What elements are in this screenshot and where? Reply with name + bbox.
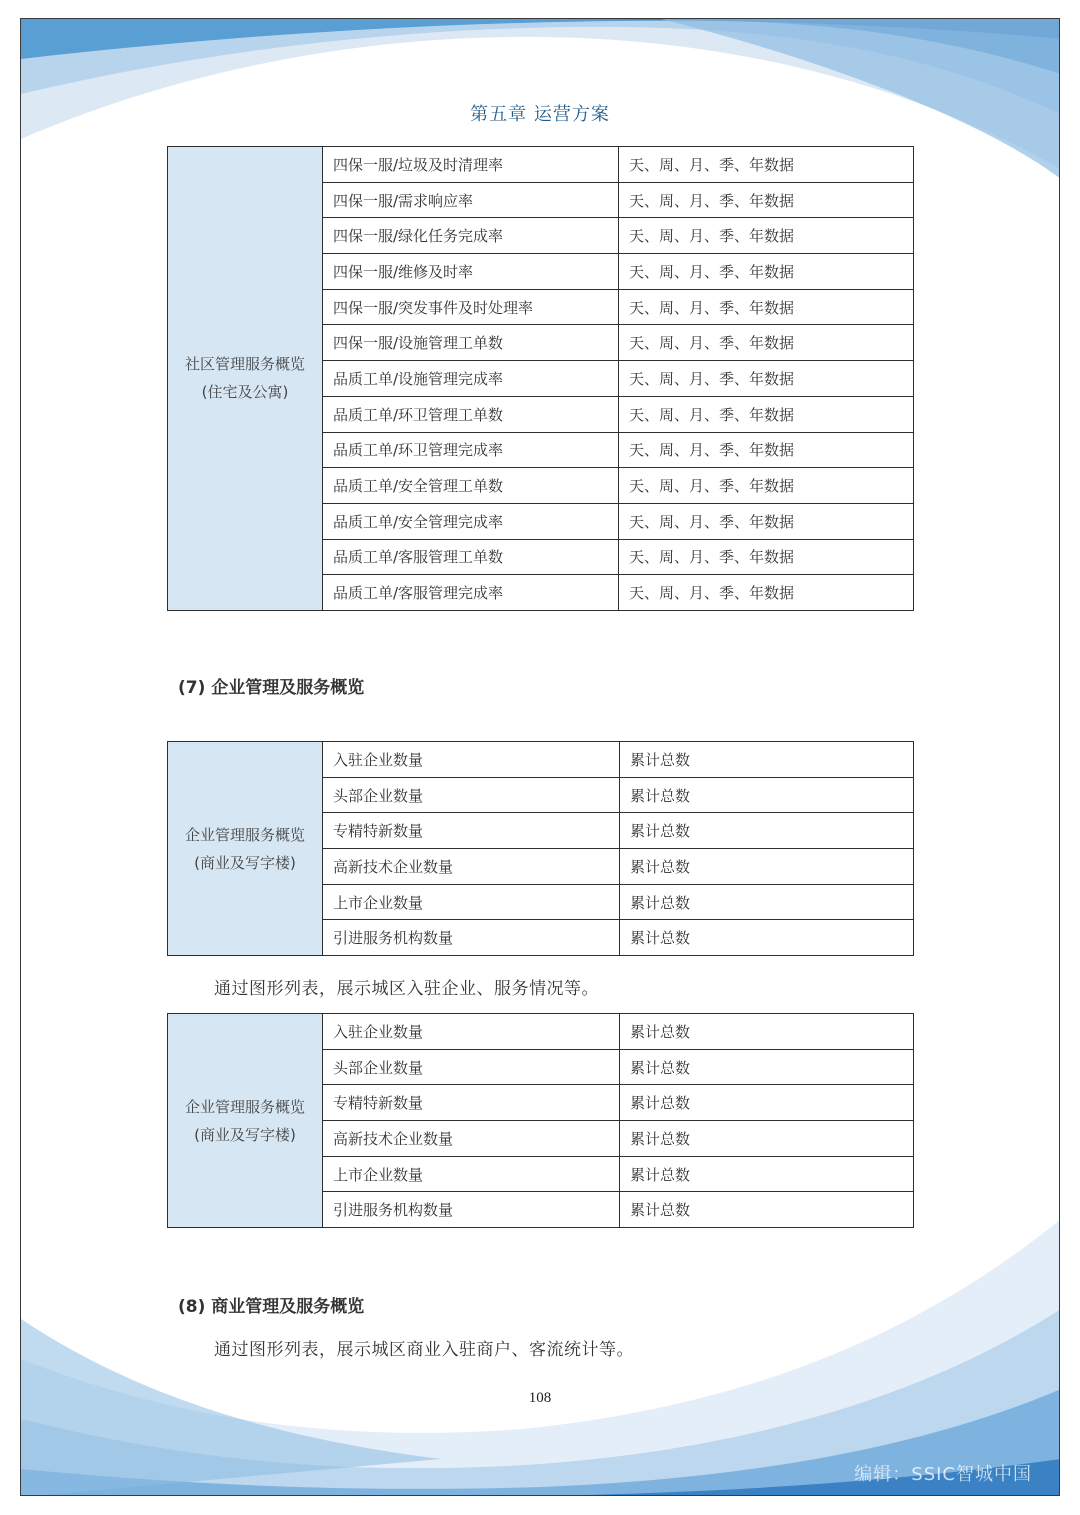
metric-period-cell: 天、周、月、季、年数据 bbox=[619, 396, 914, 432]
metric-name-cell: 高新技术企业数量 bbox=[323, 849, 620, 885]
metric-name-cell: 高新技术企业数量 bbox=[323, 1121, 620, 1157]
group-label-line-1: 社区管理服务概览 bbox=[184, 355, 305, 374]
metric-period-cell: 累计总数 bbox=[620, 1121, 914, 1157]
metric-period-cell: 天、周、月、季、年数据 bbox=[619, 432, 914, 468]
metric-period-cell: 累计总数 bbox=[620, 1085, 914, 1121]
metric-period-cell: 天、周、月、季、年数据 bbox=[619, 289, 914, 325]
watermark: 编辑：SSIC智城中国 bbox=[854, 1464, 1032, 1485]
group-label-line-1: 企业管理服务概览 bbox=[184, 1097, 305, 1116]
metric-period-cell: 累计总数 bbox=[620, 742, 914, 778]
metric-name-cell: 专精特新数量 bbox=[323, 813, 620, 849]
metric-name-cell: 四保一服/维修及时率 bbox=[323, 254, 619, 290]
metric-name-cell: 品质工单/设施管理完成率 bbox=[323, 361, 619, 397]
enterprise-paragraph: 通过图形列表，展示城区入驻企业、服务情况等。 bbox=[214, 979, 599, 999]
metric-name-cell: 品质工单/环卫管理完成率 bbox=[323, 432, 619, 468]
metric-name-cell: 品质工单/安全管理完成率 bbox=[323, 503, 619, 539]
metric-period-cell: 天、周、月、季、年数据 bbox=[619, 218, 914, 254]
metric-name-cell: 入驻企业数量 bbox=[323, 742, 620, 778]
group-label-cell bbox=[168, 1014, 323, 1228]
metric-name-cell: 专精特新数量 bbox=[323, 1085, 620, 1121]
table-row bbox=[168, 147, 914, 183]
metric-period-cell: 累计总数 bbox=[620, 884, 914, 920]
metric-name-cell: 引进服务机构数量 bbox=[323, 1192, 620, 1228]
metric-period-cell: 累计总数 bbox=[620, 920, 914, 956]
metric-period-cell: 累计总数 bbox=[620, 1156, 914, 1192]
section-7-heading: (7) 企业管理及服务概览 bbox=[178, 678, 365, 698]
group-label-line-2: (住宅及公寓) bbox=[201, 383, 289, 402]
metric-name-cell: 四保一服/设施管理工单数 bbox=[323, 325, 619, 361]
metric-name-cell: 品质工单/环卫管理工单数 bbox=[323, 396, 619, 432]
metric-name-cell: 上市企业数量 bbox=[323, 1156, 620, 1192]
metric-period-cell: 天、周、月、季、年数据 bbox=[619, 361, 914, 397]
metric-period-cell: 累计总数 bbox=[620, 849, 914, 885]
group-label-cell bbox=[168, 147, 323, 611]
metric-name-cell: 品质工单/客服管理工单数 bbox=[323, 539, 619, 575]
metric-name-cell: 品质工单/安全管理工单数 bbox=[323, 468, 619, 504]
metric-name-cell: 四保一服/需求响应率 bbox=[323, 182, 619, 218]
metric-period-cell: 天、周、月、季、年数据 bbox=[619, 468, 914, 504]
table-row bbox=[168, 1014, 914, 1050]
metric-period-cell: 天、周、月、季、年数据 bbox=[619, 147, 914, 183]
page-number: 108 bbox=[528, 1390, 552, 1406]
group-label-cell bbox=[168, 742, 323, 956]
group-label-line-2: (商业及写字楼) bbox=[194, 853, 296, 872]
metric-period-cell: 累计总数 bbox=[620, 1192, 914, 1228]
metric-name-cell: 头部企业数量 bbox=[323, 777, 620, 813]
metric-period-cell: 累计总数 bbox=[620, 1014, 914, 1050]
metric-period-cell: 天、周、月、季、年数据 bbox=[619, 325, 914, 361]
metric-name-cell: 品质工单/客服管理完成率 bbox=[323, 575, 619, 611]
metric-name-cell: 头部企业数量 bbox=[323, 1049, 620, 1085]
enterprise-table-1-body bbox=[168, 742, 914, 956]
metric-period-cell: 天、周、月、季、年数据 bbox=[619, 539, 914, 575]
commerce-paragraph: 通过图形列表，展示城区商业入驻商户、客流统计等。 bbox=[214, 1340, 634, 1360]
metric-period-cell: 累计总数 bbox=[620, 1049, 914, 1085]
metric-name-cell: 引进服务机构数量 bbox=[323, 920, 620, 956]
group-label-line-1: 企业管理服务概览 bbox=[184, 825, 305, 844]
enterprise-service-table-1 bbox=[167, 741, 914, 956]
metric-period-cell: 天、周、月、季、年数据 bbox=[619, 182, 914, 218]
metric-name-cell: 四保一服/绿化任务完成率 bbox=[323, 218, 619, 254]
metric-period-cell: 天、周、月、季、年数据 bbox=[619, 575, 914, 611]
enterprise-table-2-body bbox=[168, 1014, 914, 1228]
chapter-title: 第五章 运营方案 bbox=[470, 104, 610, 125]
table-row bbox=[168, 742, 914, 778]
metric-name-cell: 四保一服/突发事件及时处理率 bbox=[323, 289, 619, 325]
metric-period-cell: 累计总数 bbox=[620, 777, 914, 813]
metric-period-cell: 累计总数 bbox=[620, 813, 914, 849]
metric-name-cell: 入驻企业数量 bbox=[323, 1014, 620, 1050]
metric-name-cell: 四保一服/垃圾及时清理率 bbox=[323, 147, 619, 183]
group-label-line-2: (商业及写字楼) bbox=[194, 1125, 296, 1144]
community-service-table bbox=[167, 146, 914, 611]
enterprise-service-table-2 bbox=[167, 1013, 914, 1228]
metric-name-cell: 上市企业数量 bbox=[323, 884, 620, 920]
community-table-body bbox=[168, 147, 914, 611]
metric-period-cell: 天、周、月、季、年数据 bbox=[619, 503, 914, 539]
section-8-heading: (8) 商业管理及服务概览 bbox=[178, 1297, 365, 1317]
metric-period-cell: 天、周、月、季、年数据 bbox=[619, 254, 914, 290]
